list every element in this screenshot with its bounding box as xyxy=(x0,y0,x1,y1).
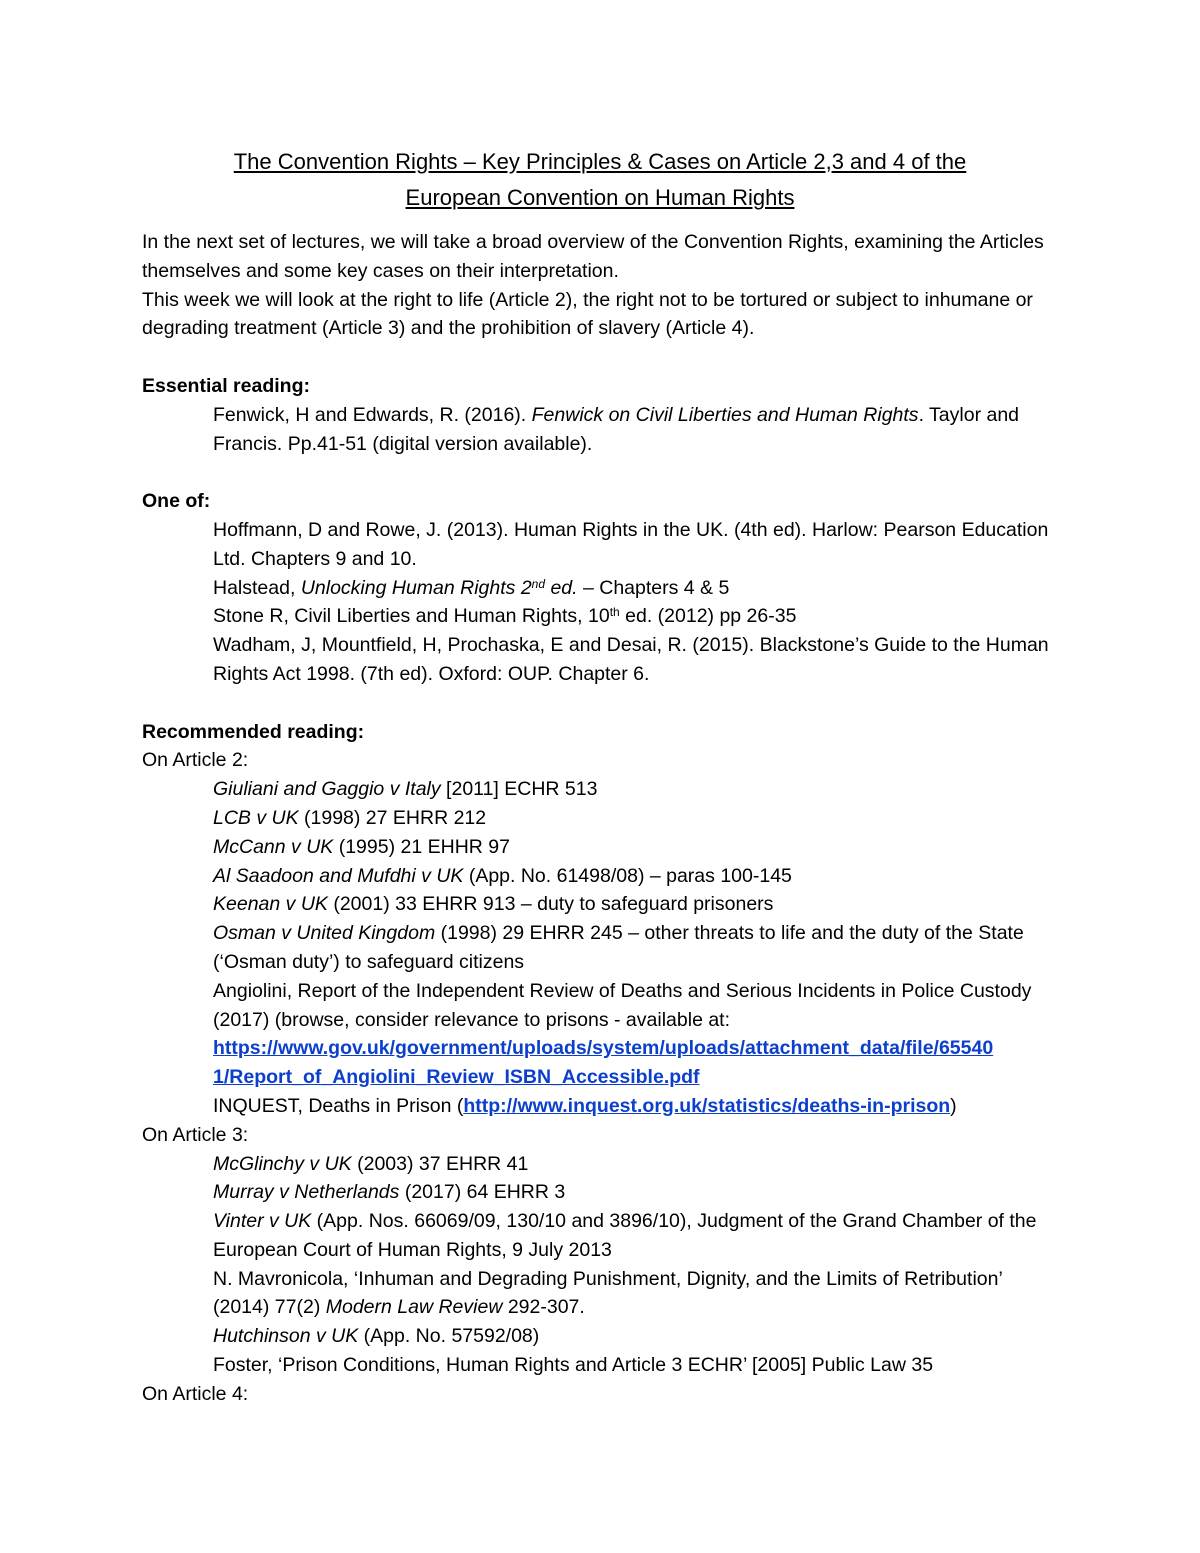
one-of-heading: One of: xyxy=(142,490,211,513)
case-osman xyxy=(142,919,1058,977)
case-citation: (App. Nos. 66069/09, 130/10 and 3896/10), Judgment of the Grand Chamber of the European Court of Human Rights, 9 July 2013 xyxy=(213,1210,1037,1261)
case-name: McGlinchy v UK xyxy=(213,1152,352,1175)
case-name: Hutchinson v UK xyxy=(213,1325,359,1348)
halstead-superscript: nd xyxy=(531,576,546,591)
fenwick-details: . Taylor and Francis. Pp.41-51 (digital version available). xyxy=(213,403,1020,455)
halstead-title: Unlocking Human Rights 2 xyxy=(300,576,532,599)
recommended-reading-heading: Recommended reading: xyxy=(142,720,365,743)
article-2-label: On Article 2: xyxy=(142,749,249,772)
stone-superscript: th xyxy=(609,605,620,620)
case-mccann xyxy=(142,833,1058,862)
reading-halstead xyxy=(142,574,1058,603)
case-al-saadoon xyxy=(142,862,1058,891)
article-3-label: On Article 3: xyxy=(142,1123,249,1146)
page-title xyxy=(142,144,1058,216)
case-citation: [2011] ECHR 513 xyxy=(440,778,598,801)
intro-paragraph-1: In the next set of lectures, we will take a broad overview of the Convention Rights, examining the Articles themselves and some key cases on their interpretation. xyxy=(142,231,1044,282)
reading-stone xyxy=(142,602,1058,631)
fenwick-authors: Fenwick, H and Edwards, R. (2016). xyxy=(213,403,532,426)
case-name: Osman v United Kingdom xyxy=(213,922,436,945)
halstead-author: Halstead, xyxy=(213,576,301,599)
case-giuliani xyxy=(142,775,1058,804)
case-name: Murray v Netherlands xyxy=(213,1181,400,1204)
title-line-2: European Convention on Human Rights xyxy=(405,185,795,210)
reading-hoffmann: Hoffmann, D and Rowe, J. (2013). Human Rights in the UK. (4th ed). Harlow: Pearson Education Ltd. Chapters 9 and 10. xyxy=(213,518,1049,570)
article-4-label: On Article 4: xyxy=(142,1382,249,1405)
angiolini-text: Angiolini, Report of the Independent Review of Deaths and Serious Incidents in Police Custody (2017) (browse, consider relevance to prisons - available at: xyxy=(213,979,1032,1031)
document-body xyxy=(142,228,1058,1409)
case-name: McCann v UK xyxy=(213,835,334,858)
reading-mavronicola xyxy=(142,1265,1058,1323)
angiolini-report-link[interactable]: https://www.gov.uk/government/uploads/system/uploads/attachment_data/file/65540 1/Report_of_Angiolini_Review_ISBN_Accessible.pdf xyxy=(213,1037,994,1089)
halstead-chapters: – Chapters 4 & 5 xyxy=(577,576,730,599)
inquest-link[interactable]: http://www.inquest.org.uk/statistics/deaths-in-prison xyxy=(463,1094,951,1117)
case-name: Keenan v UK xyxy=(213,893,328,916)
case-citation: (2017) 64 EHRR 3 xyxy=(399,1181,566,1204)
case-citation: (App. No. 61498/08) – paras 100-145 xyxy=(463,864,792,887)
mavronicola-pages: 292-307. xyxy=(502,1296,585,1319)
reading-wadham: Wadham, J, Mountfield, H, Prochaska, E and Desai, R. (2015). Blackstone’s Guide to the Human Rights Act 1998. (7th ed). Oxford: OUP. Chapter 6. xyxy=(213,634,1049,685)
reading-angiolini xyxy=(142,977,1058,1092)
case-mcglinchy xyxy=(142,1150,1058,1179)
stone-details: ed. (2012) pp 26-35 xyxy=(619,605,797,628)
reading-foster: Foster, ‘Prison Conditions, Human Rights and Article 3 ECHR’ [2005] Public Law 35 xyxy=(213,1354,934,1377)
stone-title: Stone R, Civil Liberties and Human Rights, 10 xyxy=(213,605,610,628)
case-name: Al Saadoon and Mufdhi v UK xyxy=(213,864,464,887)
intro-paragraph-2: This week we will look at the right to life (Article 2), the right not to be tortured or subject to inhumane or degrading treatment (Article 3) and the prohibition of slavery (Article 4). xyxy=(142,288,1033,340)
inquest-close: ) xyxy=(950,1094,957,1117)
case-citation: (2001) 33 EHRR 913 – duty to safeguard prisoners xyxy=(327,893,774,916)
case-vinter xyxy=(142,1207,1058,1265)
case-hutchinson xyxy=(142,1322,1058,1351)
mavronicola-journal: Modern Law Review xyxy=(325,1296,503,1319)
halstead-edition: ed. xyxy=(545,576,578,599)
case-murray xyxy=(142,1178,1058,1207)
case-citation: (1998) 27 EHRR 212 xyxy=(298,806,487,829)
case-citation: (2003) 37 EHRR 41 xyxy=(351,1152,529,1175)
case-citation: (App. No. 57592/08) xyxy=(358,1325,540,1348)
inquest-text: INQUEST, Deaths in Prison ( xyxy=(213,1094,464,1117)
mavronicola-article: N. Mavronicola, ‘Inhuman and Degrading Punishment, Dignity, and the Limits of Retribution’ (2014) 77(2) xyxy=(213,1267,1003,1319)
case-name: Vinter v UK xyxy=(213,1210,312,1233)
case-citation: (1995) 21 EHHR 97 xyxy=(333,835,510,858)
reading-inquest xyxy=(142,1092,1058,1121)
case-citation: (1998) 29 EHRR 245 – other threats to life and the duty of the State (‘Osman duty’) to safeguard citizens xyxy=(213,922,1024,973)
case-name: LCB v UK xyxy=(213,806,299,829)
case-lcb xyxy=(142,804,1058,833)
essential-reading-heading: Essential reading: xyxy=(142,374,310,397)
fenwick-book-title: Fenwick on Civil Liberties and Human Rights xyxy=(531,403,919,426)
title-line-1: The Convention Rights – Key Principles & Cases on Article 2,3 and 4 of the xyxy=(233,149,967,174)
case-name: Giuliani and Gaggio v Italy xyxy=(213,778,441,801)
case-keenan xyxy=(142,890,1058,919)
essential-reading-item xyxy=(142,401,1058,459)
